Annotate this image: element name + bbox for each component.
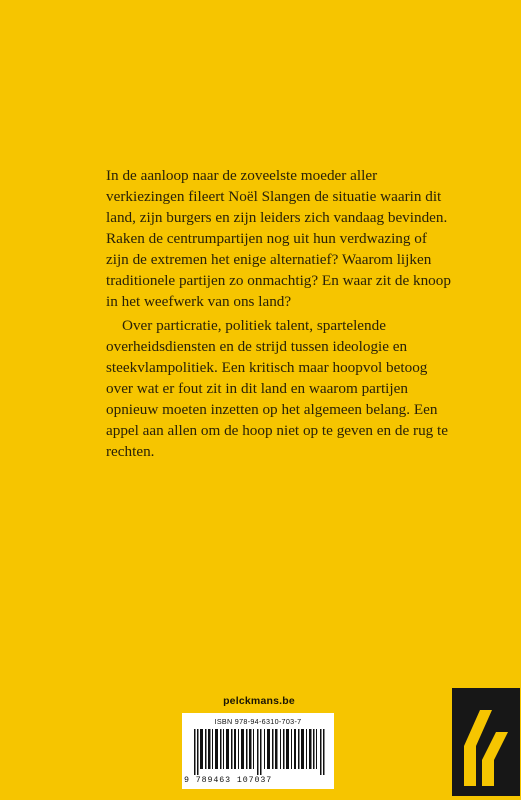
barcode: [194, 729, 326, 775]
isbn-label: ISBN 978-94-6310-703-7: [214, 717, 302, 726]
blurb-paragraph-1: In de aanloop naar de zoveelste moeder aller verkiezingen fileert Noël Slangen de situatie waarin dit land, zijn burgers en zijn leiders zich vandaag bevinden. Raken de centrumpartijen nog uit hun verdwazing of zijn de extremen het enige alternatief? Waarom lijken traditionele partijen zo onmachtig? En waar zit de knoop in het weefwerk van ons land?: [106, 167, 451, 310]
isbn-barcode-box: [182, 713, 334, 789]
blurb-paragraph-2: Over particratie, politiek talent, spartelende overheidsdiensten en de strijd tussen ideologie en steekvlampolitiek. Een kritisch maar hoopvol betoog over wat er fout zit in dit land en waarom partijen opnieuw moeten inzetten op het algemeen belang. Een appel aan allen om de hoop niet op te geven en de rug te rechten.: [106, 317, 449, 460]
barcode-number: 9 789463 107037: [184, 776, 273, 785]
blurb-text: [106, 165, 451, 462]
publisher-url: pelckmans.be: [223, 695, 295, 707]
publisher-logo-icon: [452, 688, 520, 796]
